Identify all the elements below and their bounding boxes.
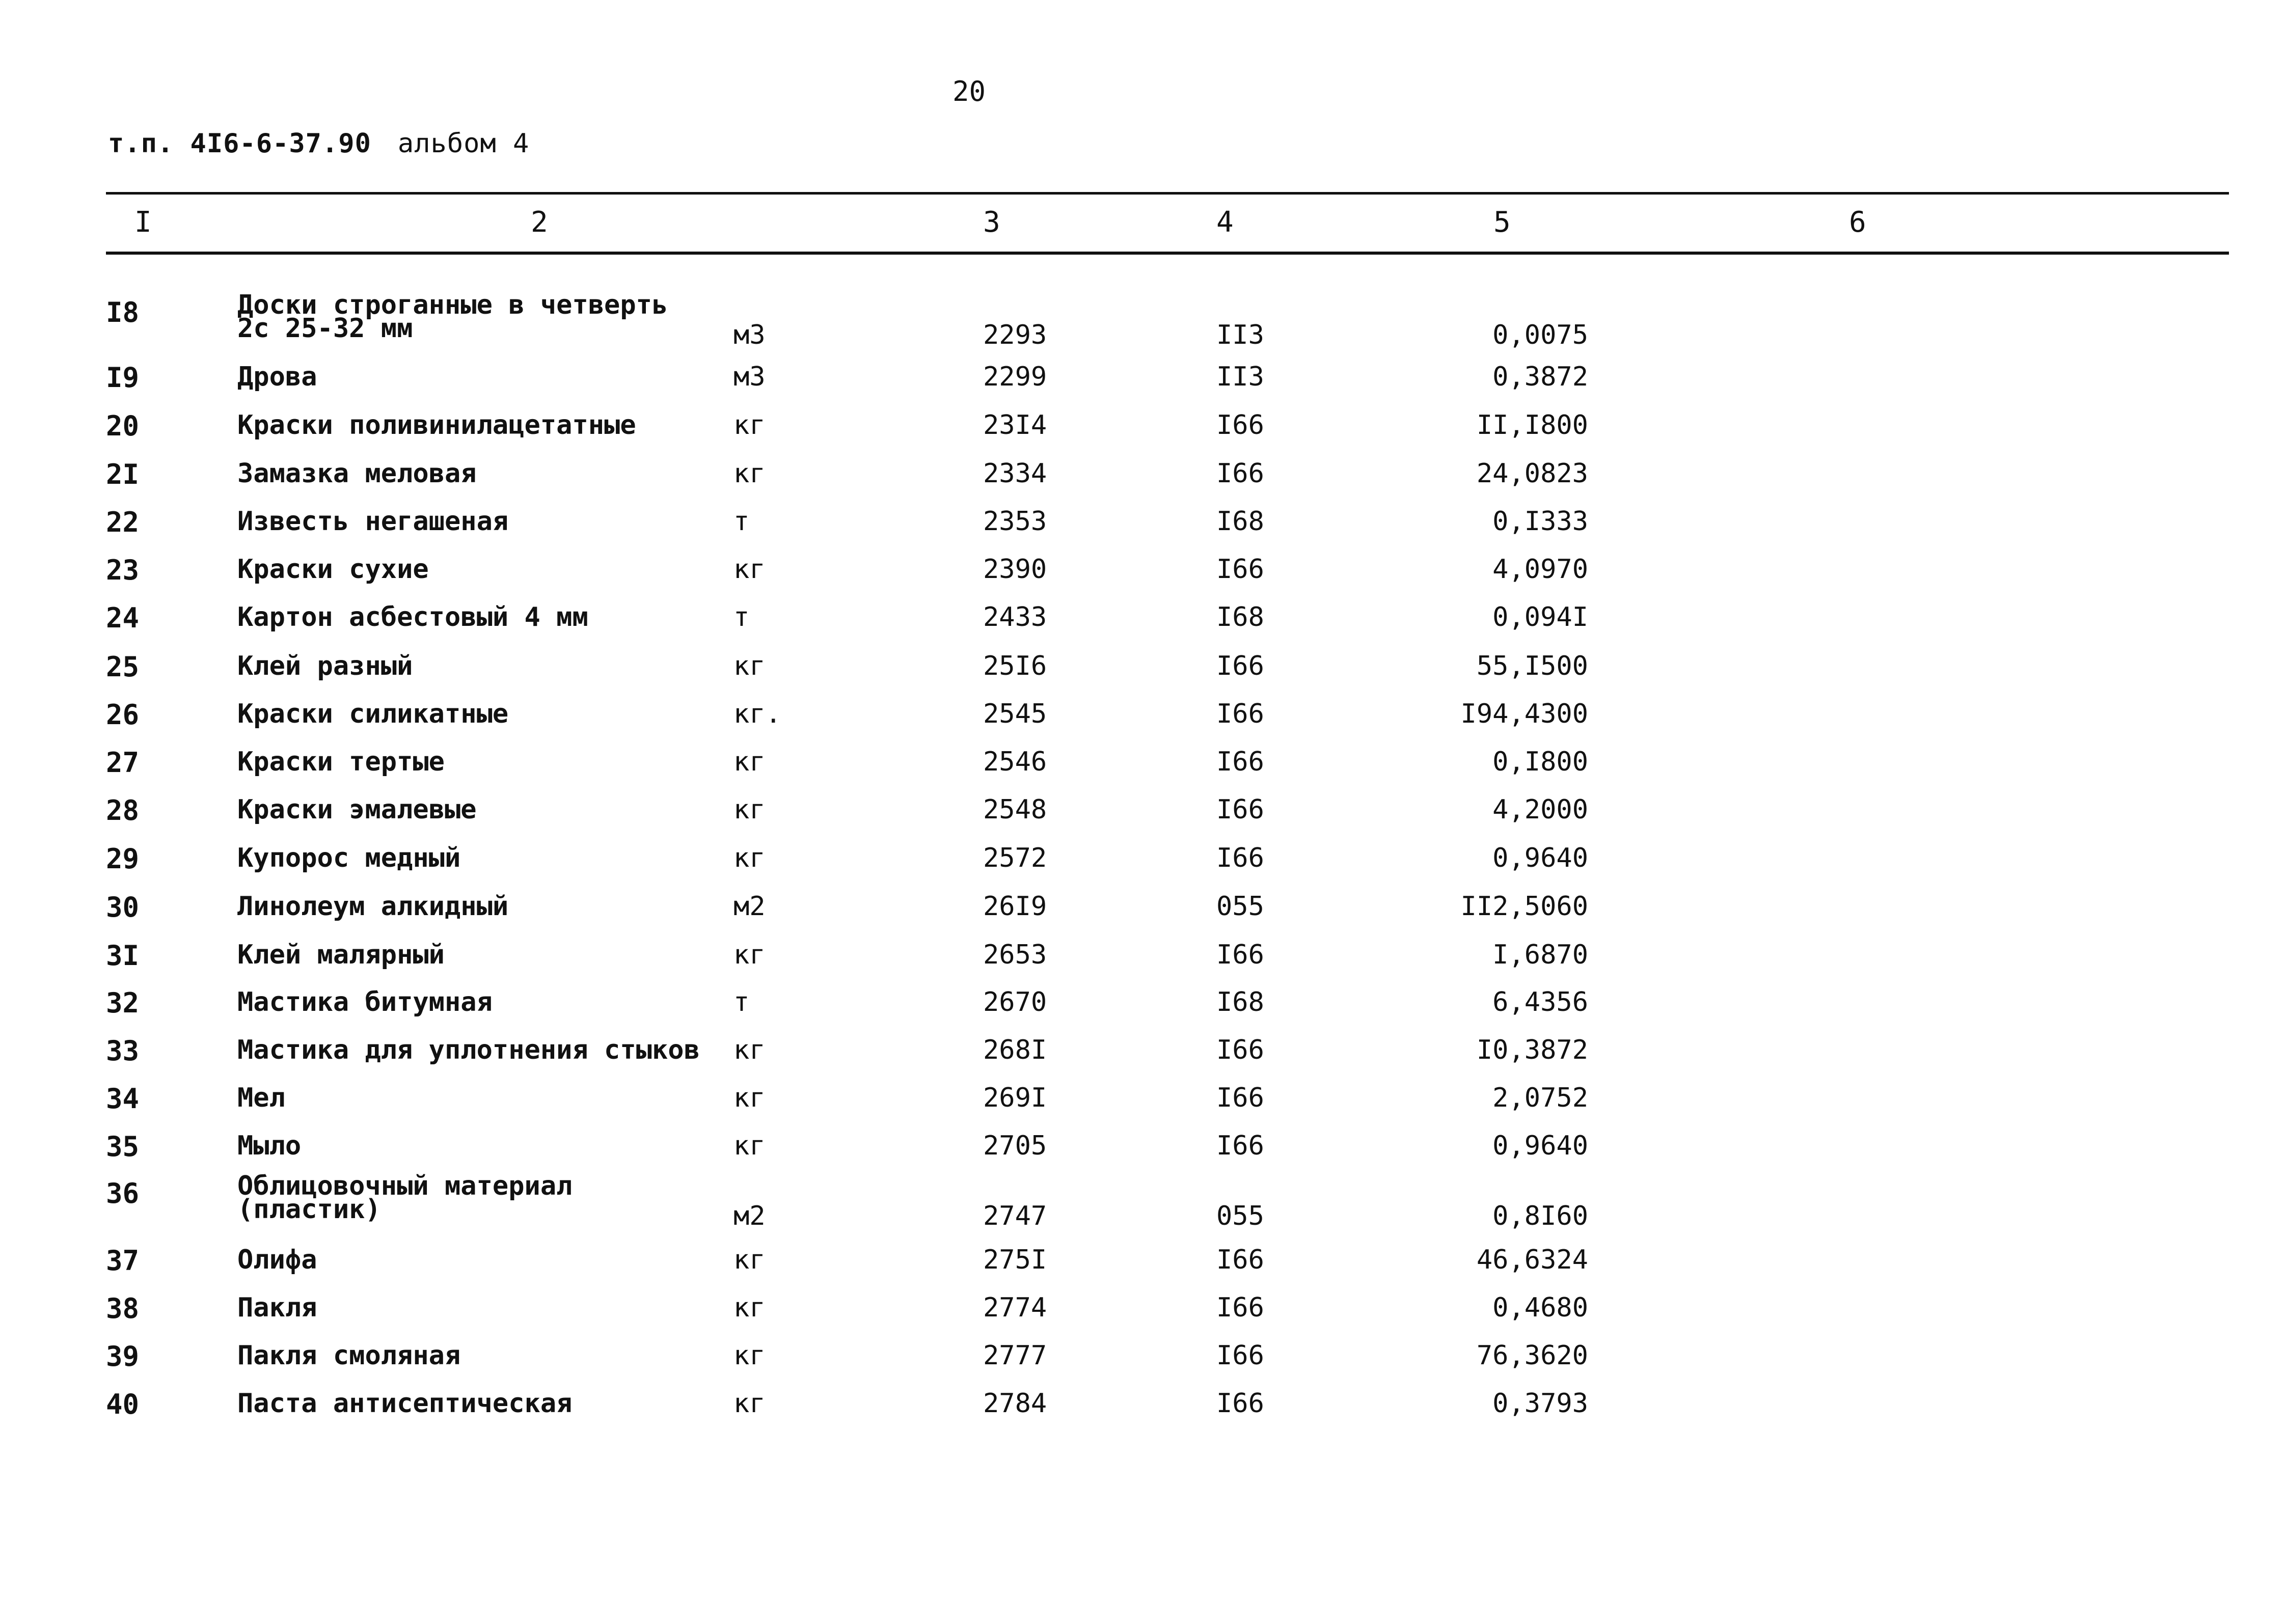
material-code: 2747 (983, 1201, 1047, 1231)
table-row (0, 1340, 2286, 1386)
table-row (0, 602, 2286, 648)
row-number: 20 (106, 410, 140, 442)
quantity: I,6870 (1492, 940, 1588, 970)
table-row (0, 699, 2286, 745)
unit: кг (733, 1083, 766, 1113)
material-name: Купорос медный (237, 843, 461, 873)
row-number: 2I (106, 458, 140, 490)
material-name: Краски силикатные (237, 699, 509, 729)
material-name: Линолеум алкидный (237, 891, 509, 922)
group-code: I66 (1216, 843, 1264, 873)
unit: т (733, 602, 750, 632)
unit: т (733, 506, 750, 537)
quantity: 2,0752 (1492, 1083, 1588, 1113)
row-number: 24 (106, 602, 140, 634)
material-code: 269I (983, 1083, 1047, 1113)
table-row (0, 410, 2286, 456)
quantity: 0,8I60 (1492, 1201, 1588, 1231)
unit: кг (733, 1131, 766, 1161)
row-number: 38 (106, 1292, 140, 1325)
material-name: Пакля (237, 1292, 317, 1323)
group-code: I66 (1216, 1245, 1264, 1275)
table-row (0, 506, 2286, 552)
material-code: 2546 (983, 747, 1047, 777)
group-code: I66 (1216, 458, 1264, 489)
material-code: 2353 (983, 506, 1047, 537)
material-name: Известь негашеная (237, 506, 509, 537)
quantity: 0,094I (1492, 602, 1588, 632)
group-code: I66 (1216, 747, 1264, 777)
group-code: I66 (1216, 1340, 1264, 1371)
unit: м2 (733, 891, 766, 922)
material-code: 2572 (983, 843, 1047, 873)
table-row (0, 651, 2286, 697)
row-number: 39 (106, 1340, 140, 1372)
row-number: 36 (106, 1177, 140, 1209)
group-code: I66 (1216, 651, 1264, 681)
material-name: Дрова (237, 362, 317, 392)
material-code: 268I (983, 1035, 1047, 1065)
table-row (0, 1171, 2286, 1231)
material-name: Мастика битумная (237, 987, 493, 1017)
column-header-6: 6 (1849, 206, 1866, 239)
doc-code: т.п. 4I6-6-37.90 (108, 128, 371, 159)
row-number: I9 (106, 362, 140, 394)
table-row (0, 794, 2286, 840)
material-code: 2653 (983, 940, 1047, 970)
material-name: Клей малярный (237, 940, 445, 970)
quantity: II,I800 (1476, 410, 1588, 441)
table-row (0, 747, 2286, 792)
unit: кг (733, 458, 766, 489)
unit: кг (733, 940, 766, 970)
quantity: II2,5060 (1460, 891, 1588, 922)
material-code: 2784 (983, 1388, 1047, 1419)
group-code: I66 (1216, 1035, 1264, 1065)
quantity: 46,6324 (1476, 1245, 1588, 1275)
material-code: 2299 (983, 362, 1047, 392)
quantity: 0,I800 (1492, 747, 1588, 777)
quantity: 0,9640 (1492, 843, 1588, 873)
quantity: 6,4356 (1492, 987, 1588, 1017)
material-name: Доски строганные в четверть 2с 25-32 мм (237, 290, 668, 344)
unit: кг (733, 554, 766, 585)
material-name: Краски тертые (237, 747, 445, 777)
material-code: 2433 (983, 602, 1047, 632)
quantity: 55,I500 (1476, 651, 1588, 681)
quantity: 0,3872 (1492, 362, 1588, 392)
material-code: 2390 (983, 554, 1047, 585)
quantity: 0,4680 (1492, 1292, 1588, 1323)
material-name: Паста антисептическая (237, 1388, 573, 1419)
quantity: 0,9640 (1492, 1131, 1588, 1161)
table-row (0, 1083, 2286, 1128)
table-row (0, 1035, 2286, 1081)
row-number: 29 (106, 843, 140, 875)
material-name: Олифа (237, 1245, 317, 1275)
quantity: 76,3620 (1476, 1340, 1588, 1371)
unit: кг (733, 651, 766, 681)
row-number: 30 (106, 891, 140, 923)
group-code: I66 (1216, 1083, 1264, 1113)
unit: кг (733, 843, 766, 873)
quantity: 24,0823 (1476, 458, 1588, 489)
material-name: Картон асбестовый 4 мм (237, 602, 588, 632)
group-code: I66 (1216, 1131, 1264, 1161)
unit: кг (733, 794, 766, 825)
material-code: 275I (983, 1245, 1047, 1275)
unit: м3 (733, 320, 766, 350)
material-code: 2670 (983, 987, 1047, 1017)
group-code: II3 (1216, 320, 1264, 350)
material-name: Пакля смоляная (237, 1340, 461, 1371)
group-code: I66 (1216, 554, 1264, 585)
table-top-rule (106, 192, 2229, 195)
table-row (0, 891, 2286, 937)
group-code: I66 (1216, 410, 1264, 441)
table-row (0, 1245, 2286, 1290)
table-row (0, 554, 2286, 600)
group-code: I66 (1216, 1388, 1264, 1419)
album-label: альбом 4 (397, 128, 530, 159)
row-number: 26 (106, 699, 140, 731)
material-code: 2777 (983, 1340, 1047, 1371)
unit: м3 (733, 362, 766, 392)
unit: кг (733, 1245, 766, 1275)
group-code: I68 (1216, 506, 1264, 537)
column-header-3: 3 (983, 206, 1000, 239)
material-code: 2705 (983, 1131, 1047, 1161)
row-number: 35 (106, 1131, 140, 1163)
group-code: I66 (1216, 699, 1264, 729)
table-row (0, 940, 2286, 985)
unit: кг. (733, 699, 781, 729)
group-code: 055 (1216, 1201, 1264, 1231)
group-code: I68 (1216, 987, 1264, 1017)
quantity: 4,2000 (1492, 794, 1588, 825)
material-name: Краски сухие (237, 554, 429, 585)
table-row (0, 362, 2286, 407)
material-code: 2334 (983, 458, 1047, 489)
row-number: 33 (106, 1035, 140, 1067)
material-code: 26I9 (983, 891, 1047, 922)
unit: кг (733, 410, 766, 441)
group-code: 055 (1216, 891, 1264, 922)
table-row (0, 458, 2286, 504)
document-reference (108, 128, 529, 159)
group-code: I66 (1216, 1292, 1264, 1323)
table-row (0, 1131, 2286, 1176)
unit: кг (733, 1388, 766, 1419)
quantity: I0,3872 (1476, 1035, 1588, 1065)
unit: кг (733, 1035, 766, 1065)
quantity: 0,I333 (1492, 506, 1588, 537)
table-header-rule (106, 252, 2229, 255)
table-row (0, 843, 2286, 889)
quantity: 4,0970 (1492, 554, 1588, 585)
material-name: Замазка меловая (237, 458, 477, 489)
row-number: 34 (106, 1083, 140, 1115)
row-number: 40 (106, 1388, 140, 1420)
table-row (0, 290, 2286, 350)
unit: м2 (733, 1201, 766, 1231)
column-header-2: 2 (531, 206, 548, 239)
quantity: I94,4300 (1460, 699, 1588, 729)
material-name: Клей разный (237, 651, 413, 681)
table-row (0, 1292, 2286, 1338)
row-number: 22 (106, 506, 140, 538)
group-code: I68 (1216, 602, 1264, 632)
row-number: 32 (106, 987, 140, 1019)
row-number: 28 (106, 794, 140, 827)
material-code: 2293 (983, 320, 1047, 350)
quantity: 0,3793 (1492, 1388, 1588, 1419)
row-number: I8 (106, 296, 140, 328)
table-row (0, 1388, 2286, 1434)
unit: кг (733, 1340, 766, 1371)
unit: кг (733, 747, 766, 777)
unit: т (733, 987, 750, 1017)
material-code: 2548 (983, 794, 1047, 825)
quantity: 0,0075 (1492, 320, 1588, 350)
row-number: 37 (106, 1245, 140, 1277)
material-name: Облицовочный материал (пластик) (237, 1171, 573, 1225)
group-code: I66 (1216, 940, 1264, 970)
material-name: Мыло (237, 1131, 302, 1161)
column-header-1: I (134, 206, 152, 239)
material-name: Краски эмалевые (237, 794, 477, 825)
table-row (0, 987, 2286, 1033)
page-number: 20 (953, 75, 986, 107)
row-number: 3I (106, 940, 140, 972)
row-number: 23 (106, 554, 140, 586)
unit: кг (733, 1292, 766, 1323)
material-name: Мел (237, 1083, 285, 1113)
material-code: 2545 (983, 699, 1047, 729)
material-code: 2774 (983, 1292, 1047, 1323)
row-number: 25 (106, 651, 140, 683)
column-header-4: 4 (1216, 206, 1234, 239)
material-code: 25I6 (983, 651, 1047, 681)
column-header-5: 5 (1493, 206, 1511, 239)
material-name: Краски поливинилацетатные (237, 410, 636, 441)
material-name: Мастика для уплотнения стыков (237, 1035, 700, 1065)
group-code: II3 (1216, 362, 1264, 392)
group-code: I66 (1216, 794, 1264, 825)
row-number: 27 (106, 747, 140, 779)
material-code: 23I4 (983, 410, 1047, 441)
